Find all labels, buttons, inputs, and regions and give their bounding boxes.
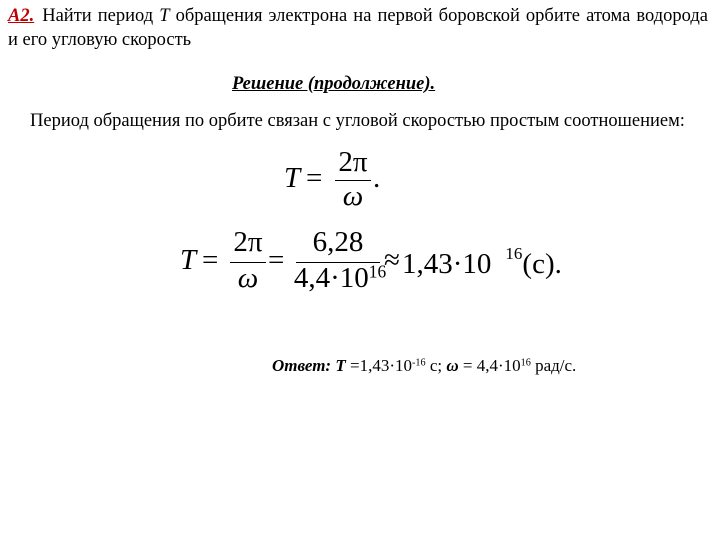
formula2-numerator1: 2π xyxy=(233,226,263,258)
answer-line xyxy=(272,356,576,376)
formula2-result-base: 1,43·10 xyxy=(402,248,492,280)
formula-calculation xyxy=(176,226,566,298)
formula1-fraction xyxy=(335,148,371,210)
formula2-denominator2 xyxy=(292,262,388,295)
formula2-lhs: T xyxy=(180,244,197,276)
answer-t-variable: T xyxy=(335,356,346,375)
answer-omega-exponent: 16 xyxy=(520,357,531,369)
answer-omega-value: = 4,4·10 xyxy=(458,356,521,375)
problem-number: A2. xyxy=(8,6,35,26)
formula2-fraction2 xyxy=(293,226,387,298)
formula2-fraction1 xyxy=(230,226,266,298)
formula2-approx: ≈ xyxy=(384,244,400,276)
formula1-eq: = xyxy=(306,162,323,194)
problem-text-after: обращения электрона на первой боровской орбите атома водорода и его угловую скорость xyxy=(8,6,708,50)
problem-variable: T xyxy=(159,6,170,26)
section-title: Решение (продолжение). xyxy=(232,74,436,94)
formula2-unit: (c). xyxy=(522,248,562,280)
answer-label: Ответ: xyxy=(272,356,332,375)
formula2-result xyxy=(402,244,562,281)
formula2-eq2: = xyxy=(268,244,285,276)
problem-statement xyxy=(8,4,708,52)
formula1-denominator: ω xyxy=(342,180,364,212)
formula2-numerator2: 6,28 xyxy=(312,226,364,258)
formula-period xyxy=(280,148,390,210)
formula2-result-exp: 16 xyxy=(505,244,523,263)
formula1-numerator: 2π xyxy=(338,146,368,178)
answer-t-value: =1,43·10 xyxy=(345,356,412,375)
problem-text-before: Найти период xyxy=(42,6,160,26)
formula2-denominator1: ω xyxy=(237,262,259,294)
formula2-eq1: = xyxy=(202,244,219,276)
formula2-denominator2-base: 4,4·10 xyxy=(293,262,369,294)
formula2-denominator2-exp: 16 xyxy=(368,261,387,282)
formula1-end: . xyxy=(373,162,381,194)
answer-omega-variable: ω xyxy=(446,356,459,375)
answer-t-exponent: -16 xyxy=(411,357,426,369)
answer-t-unit: с; xyxy=(425,356,447,375)
formula1-lhs: T xyxy=(284,162,301,194)
answer-omega-unit: рад/с. xyxy=(530,356,577,375)
solution-paragraph: Период обращения по орбите связан с угловой скоростью простым соотношением: xyxy=(30,111,685,131)
